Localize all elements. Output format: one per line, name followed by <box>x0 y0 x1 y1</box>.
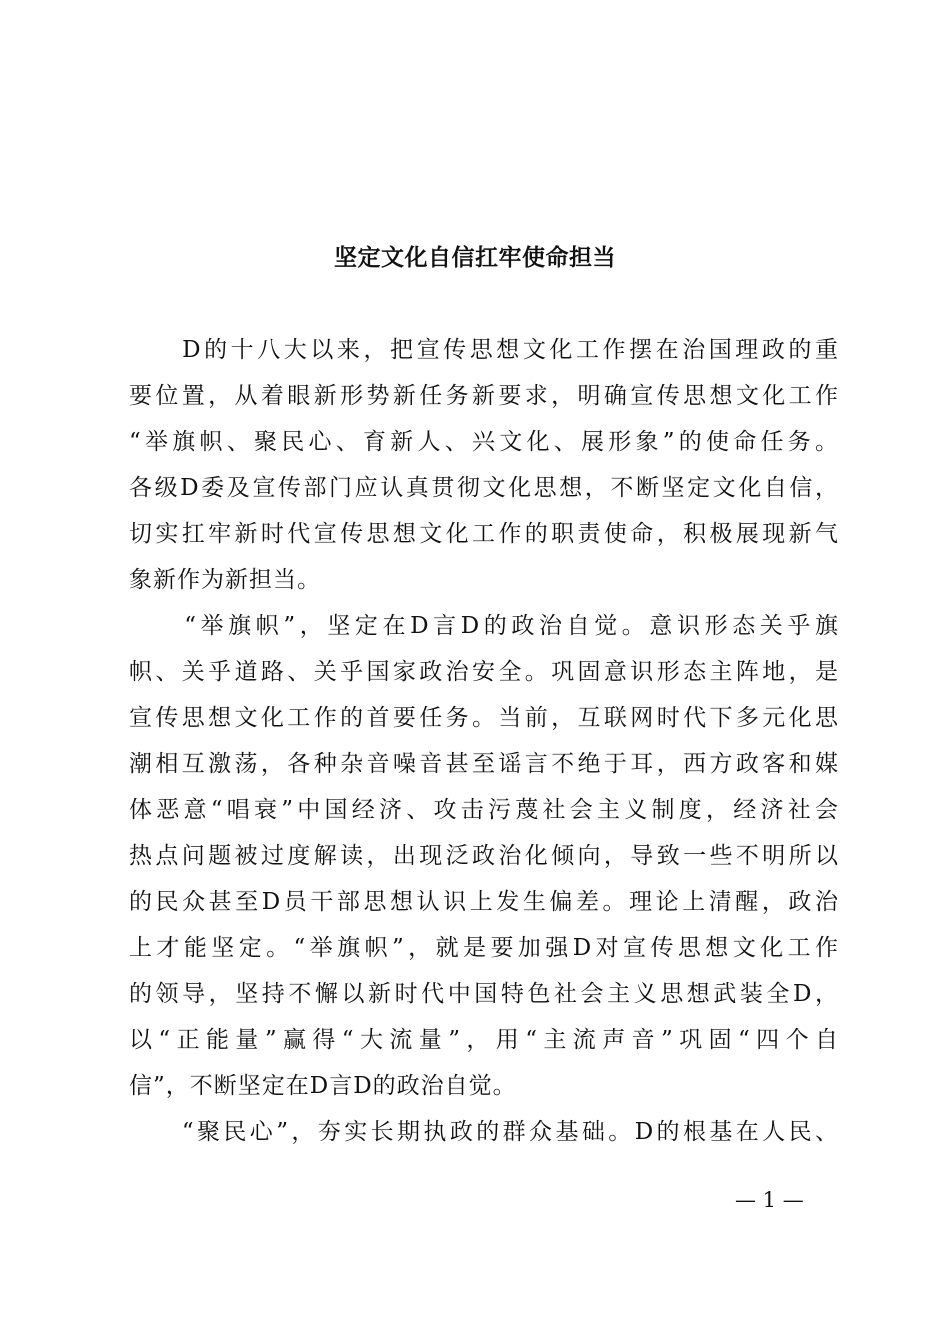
body-line: 潮相互激荡，各种杂音噪音甚至谣言不绝于耳，西方政客和媒 <box>129 751 839 777</box>
body-line: 切实扛牢新时代宣传思想文化工作的职责使命，积极展现新气 <box>129 521 839 547</box>
body-line: 热点问题被过度解读，出现泛政治化倾向，导致一些不明所以 <box>129 843 839 869</box>
body-line: 宣传思想文化工作的首要任务。当前，互联网时代下多元化思 <box>129 705 839 731</box>
body-line: 上才能坚定。“举旗帜”，就是要加强D对宣传思想文化工作 <box>129 935 839 961</box>
body-line: 信”，不断坚定在D言D的政治自觉。 <box>129 1073 517 1099</box>
body-line: “举旗帜、聚民心、育新人、兴文化、展形象”的使命任务。 <box>129 429 839 455</box>
body-line: 帜、关乎道路、关乎国家政治安全。巩固意识形态主阵地，是 <box>129 659 839 685</box>
body-line: 的领导，坚持不懈以新时代中国特色社会主义思想武装全D， <box>129 981 839 1007</box>
body-line: 体恶意“唱衰”中国经济、攻击污蔑社会主义制度，经济社会 <box>129 797 839 823</box>
body-line: 以“正能量”赢得“大流量”，用“主流声音”巩固“四个自 <box>129 1027 839 1053</box>
body-line: 各级D委及宣传部门应认真贯彻文化思想，不断坚定文化自信， <box>129 475 839 501</box>
body-line: 的民众甚至D员干部思想认识上发生偏差。理论上清醒，政治 <box>129 889 839 915</box>
page-number: — 1 — <box>735 1188 804 1212</box>
body-line: “举旗帜”，坚定在D言D的政治自觉。意识形态关乎旗 <box>129 613 839 639</box>
body-line: “聚民心”，夯实长期执政的群众基础。D的根基在人民、 <box>129 1119 839 1145</box>
body-line: D的十八大以来，把宣传思想文化工作摆在治国理政的重 <box>129 337 839 363</box>
document-title: 坚定文化自信扛牢使命担当 <box>334 244 616 271</box>
body-line: 要位置，从着眼新形势新任务新要求，明确宣传思想文化工作 <box>129 383 839 409</box>
body-line: 象新作为新担当。 <box>129 567 321 593</box>
